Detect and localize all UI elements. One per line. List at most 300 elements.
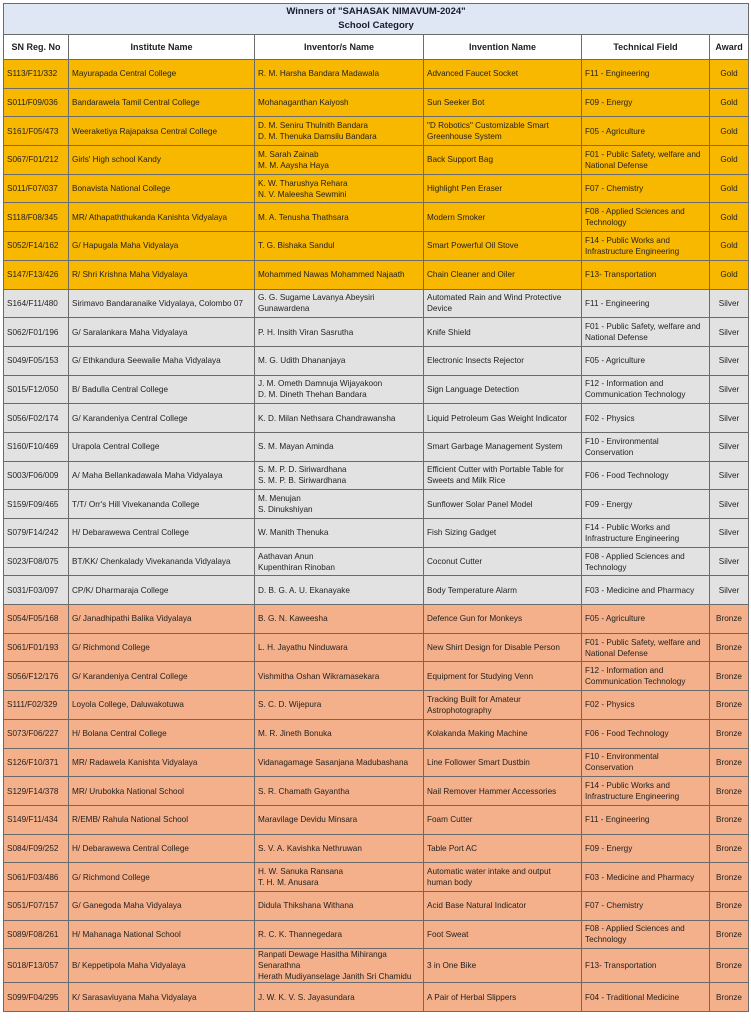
table-row (4, 117, 749, 146)
technical-field: F02 - Physics (585, 413, 635, 423)
table-row (4, 777, 749, 806)
institute-cell: BT/KK/ Chenkalady Vivekananda Vidyalaya (69, 547, 255, 576)
inventors-cell (255, 203, 424, 232)
invention-name: A Pair of Herbal Slippers (427, 992, 517, 1002)
inventor-name: Vishmitha Oshan Wikramasekara (258, 671, 380, 681)
invention-cell (424, 174, 582, 203)
institute-cell: Girls' High school Kandy (69, 146, 255, 175)
table-row (4, 60, 749, 89)
table-row (4, 920, 749, 949)
inventors-cell (255, 289, 424, 318)
table-row (4, 891, 749, 920)
award-cell: Gold (710, 203, 749, 232)
invention-cell (424, 117, 582, 146)
invention-cell (424, 461, 582, 490)
technical-field: Infrastructure Engineering (585, 533, 680, 543)
invention-cell (424, 375, 582, 404)
award-cell: Bronze (710, 949, 749, 983)
invention-name: Smart Powerful Oil Stove (427, 241, 519, 251)
invention-name: Device (427, 304, 453, 314)
technical-field: F01 - Public Safety, welfare and (585, 322, 701, 332)
technical-field-cell (582, 547, 710, 576)
award-cell: Bronze (710, 891, 749, 920)
institute-cell: H/ Bolana Central College (69, 719, 255, 748)
column-header-invention: Invention Name (424, 35, 582, 60)
inventors-cell (255, 461, 424, 490)
reg-no-cell: S011/F07/037 (4, 174, 69, 203)
inventor-name: S. M. P. B. Siriwardhana (258, 476, 347, 486)
technical-field: Technology (585, 562, 627, 572)
table-row (4, 834, 749, 863)
technical-field-cell (582, 60, 710, 89)
invention-name: Efficient Cutter with Portable Table for (427, 465, 564, 475)
inventor-name: G. G. Sugame Lavanya Abeysiri (258, 293, 375, 303)
reg-no-cell: S011/F09/036 (4, 88, 69, 117)
column-header-award: Award (710, 35, 749, 60)
invention-cell (424, 777, 582, 806)
invention-name: 3 in One Bike (427, 961, 477, 971)
inventor-name: Ranpati Dewage Hasitha Mihiranga (258, 950, 387, 960)
institute-cell: G/ Richmond College (69, 633, 255, 662)
table-row (4, 318, 749, 347)
table-body (4, 60, 749, 1012)
technical-field: F01 - Public Safety, welfare and (585, 149, 701, 159)
institute-cell: H/ Mahanaga National School (69, 920, 255, 949)
technical-field: F11 - Engineering (585, 815, 650, 825)
award-cell: Silver (710, 375, 749, 404)
invention-name: Defence Gun for Monkeys (427, 614, 523, 624)
table-row (4, 605, 749, 634)
award-cell: Gold (710, 260, 749, 289)
technical-field: F10 - Environmental (585, 436, 659, 446)
invention-cell (424, 662, 582, 691)
inventor-name: J. M. Ometh Damnuja Wijayakoon (258, 379, 383, 389)
institute-cell: Bonavista National College (69, 174, 255, 203)
technical-field: F08 - Applied Sciences and (585, 551, 685, 561)
reg-no-cell: S051/F07/157 (4, 891, 69, 920)
inventor-name: W. Manith Thenuka (258, 528, 329, 538)
technical-field: F13- Transportation (585, 961, 657, 971)
award-cell: Silver (710, 289, 749, 318)
inventors-cell (255, 346, 424, 375)
reg-no-cell: S129/F14/378 (4, 777, 69, 806)
technical-field-cell (582, 983, 710, 1012)
reg-no-cell: S113/F11/332 (4, 60, 69, 89)
institute-cell: G/ Karandeniya Central College (69, 662, 255, 691)
award-cell: Bronze (710, 605, 749, 634)
inventor-name: S. M. Mayan Aminda (258, 442, 334, 452)
invention-cell (424, 719, 582, 748)
invention-name: Automatic water intake and output (427, 867, 551, 877)
invention-cell (424, 805, 582, 834)
invention-cell (424, 891, 582, 920)
award-cell: Silver (710, 404, 749, 433)
inventor-name: R. M. Harsha Bandara Madawala (258, 69, 380, 79)
winners-document (3, 3, 748, 1012)
inventor-name: D. B. G. A. U. Ekanayake (258, 585, 350, 595)
inventors-cell (255, 318, 424, 347)
institute-cell: T/T/ Orr's Hill Vivekananda College (69, 490, 255, 519)
invention-cell (424, 547, 582, 576)
technical-field: National Defense (585, 333, 648, 343)
inventors-cell (255, 232, 424, 261)
table-row (4, 805, 749, 834)
table-row (4, 232, 749, 261)
inventor-name: Didula Thikshana Withana (258, 901, 354, 911)
invention-name: New Shirt Design for Disable Person (427, 643, 560, 653)
reg-no-cell: S056/F02/174 (4, 404, 69, 433)
inventor-name: T. H. M. Anusara (258, 878, 319, 888)
technical-field: F10 - Environmental (585, 752, 659, 762)
technical-field-cell (582, 576, 710, 605)
invention-cell (424, 432, 582, 461)
technical-field-cell (582, 404, 710, 433)
award-cell: Gold (710, 117, 749, 146)
invention-name: Electronic Insects Rejector (427, 356, 524, 366)
inventors-cell (255, 834, 424, 863)
reg-no-cell: S111/F02/329 (4, 691, 69, 720)
inventors-cell (255, 748, 424, 777)
award-cell: Bronze (710, 777, 749, 806)
invention-name: Astrophotography (427, 705, 492, 715)
invention-name: Kolakanda Making Machine (427, 729, 528, 739)
invention-cell (424, 983, 582, 1012)
institute-cell: G/ Saralankara Maha Vidyalaya (69, 318, 255, 347)
technical-field: F14 - Public Works and (585, 781, 670, 791)
reg-no-cell: S149/F11/434 (4, 805, 69, 834)
table-row (4, 461, 749, 490)
inventor-name: T. G. Bishaka Sandul (258, 241, 335, 251)
technical-field: F04 - Traditional Medicine (585, 992, 680, 1002)
invention-name: human body (427, 878, 473, 888)
technical-field: F14 - Public Works and (585, 522, 670, 532)
table-row (4, 289, 749, 318)
technical-field: Communication Technology (585, 390, 686, 400)
award-cell: Bronze (710, 719, 749, 748)
award-cell: Bronze (710, 834, 749, 863)
invention-name: Sign Language Detection (427, 384, 519, 394)
invention-cell (424, 88, 582, 117)
inventor-name: D. M. Dineth Thehan Bandara (258, 390, 367, 400)
invention-cell (424, 203, 582, 232)
technical-field-cell (582, 318, 710, 347)
award-cell: Bronze (710, 920, 749, 949)
invention-name: Modern Smoker (427, 212, 486, 222)
inventor-name: J. W. K. V. S. Jayasundara (258, 992, 355, 1002)
invention-name: Sunflower Solar Panel Model (427, 499, 533, 509)
technical-field-cell (582, 920, 710, 949)
invention-cell (424, 576, 582, 605)
invention-cell (424, 318, 582, 347)
inventors-cell (255, 490, 424, 519)
technical-field-cell (582, 834, 710, 863)
technical-field: Infrastructure Engineering (585, 792, 680, 802)
inventors-cell (255, 404, 424, 433)
inventor-name: S. M. P. D. Siriwardhana (258, 465, 347, 475)
technical-field-cell (582, 88, 710, 117)
technical-field-cell (582, 346, 710, 375)
invention-name: Smart Garbage Management System (427, 442, 563, 452)
reg-no-cell: S161/F05/473 (4, 117, 69, 146)
inventor-name: S. Dinukshiyan (258, 505, 313, 515)
table-row (4, 547, 749, 576)
inventor-name: M. R. Jineth Bonuka (258, 729, 332, 739)
table-row (4, 949, 749, 983)
table-subtitle: School Category (338, 20, 414, 31)
reg-no-cell: S089/F08/261 (4, 920, 69, 949)
table-row (4, 146, 749, 175)
invention-name: Sun Seeker Bot (427, 98, 485, 108)
technical-field-cell (582, 519, 710, 548)
award-cell: Gold (710, 146, 749, 175)
technical-field-cell (582, 891, 710, 920)
reg-no-cell: S023/F08/075 (4, 547, 69, 576)
technical-field-cell (582, 289, 710, 318)
award-cell: Gold (710, 60, 749, 89)
reg-no-cell: S061/F01/193 (4, 633, 69, 662)
technical-field: F11 - Engineering (585, 69, 650, 79)
technical-field-cell (582, 949, 710, 983)
reg-no-cell: S164/F11/480 (4, 289, 69, 318)
invention-name: Foot Sweat (427, 929, 469, 939)
institute-cell: H/ Debarawewa Central College (69, 519, 255, 548)
award-cell: Silver (710, 576, 749, 605)
inventors-cell (255, 547, 424, 576)
institute-cell: K/ Sarasaviuyana Maha Vidyalaya (69, 983, 255, 1012)
technical-field: F02 - Physics (585, 700, 635, 710)
inventor-name: Aathavan Anun (258, 551, 314, 561)
invention-name: Table Port AC (427, 843, 478, 853)
table-row (4, 375, 749, 404)
technical-field-cell (582, 490, 710, 519)
institute-cell: G/ Richmond College (69, 863, 255, 892)
table-row (4, 983, 749, 1012)
technical-field: F06 - Food Technology (585, 470, 669, 480)
reg-no-cell: S054/F05/168 (4, 605, 69, 634)
reg-no-cell: S061/F03/486 (4, 863, 69, 892)
inventors-cell (255, 117, 424, 146)
invention-cell (424, 404, 582, 433)
invention-cell (424, 863, 582, 892)
technical-field: F03 - Medicine and Pharmacy (585, 585, 695, 595)
inventor-name: Gunawardena (258, 304, 310, 314)
inventor-name: M. A. Tenusha Thathsara (258, 212, 349, 222)
invention-name: Fish Sizing Gadget (427, 528, 497, 538)
invention-cell (424, 605, 582, 634)
table-row (4, 719, 749, 748)
inventor-name: D. M. Thenuka Damsilu Bandara (258, 132, 377, 142)
technical-field-cell (582, 805, 710, 834)
invention-name: Body Temperature Alarm (427, 585, 517, 595)
technical-field: F05 - Agriculture (585, 356, 646, 366)
technical-field: F14 - Public Works and (585, 235, 670, 245)
technical-field: Technology (585, 218, 627, 228)
technical-field: Communication Technology (585, 677, 686, 687)
reg-no-cell: S084/F09/252 (4, 834, 69, 863)
technical-field-cell (582, 461, 710, 490)
inventor-name: M. M. Aaysha Haya (258, 160, 329, 170)
technical-field: National Defense (585, 160, 648, 170)
table-row (4, 633, 749, 662)
institute-cell: Weeraketiya Rajapaksa Central College (69, 117, 255, 146)
institute-cell: Urapola Central College (69, 432, 255, 461)
inventors-cell (255, 88, 424, 117)
reg-no-cell: S067/F01/212 (4, 146, 69, 175)
table-title: Winners of "SAHASAK NIMAVUM-2024" (286, 6, 466, 17)
inventor-name: B. G. N. Kaweesha (258, 614, 328, 624)
inventors-cell (255, 891, 424, 920)
table-row (4, 662, 749, 691)
winners-table (3, 3, 749, 1012)
invention-name: Nail Remover Hammer Accessories (427, 786, 557, 796)
inventor-name: L. H. Jayathu Ninduwara (258, 643, 348, 653)
invention-name: Line Follower Smart Dustbin (427, 757, 530, 767)
technical-field-cell (582, 260, 710, 289)
institute-cell: B/ Badulla Central College (69, 375, 255, 404)
inventor-name: Mohanaganthan Kaiyosh (258, 98, 349, 108)
inventors-cell (255, 983, 424, 1012)
inventor-name: K. D. Milan Nethsara Chandrawansha (258, 413, 396, 423)
invention-name: Coconut Cutter (427, 557, 483, 567)
invention-name: Foam Cutter (427, 815, 473, 825)
technical-field: F07 - Chemistry (585, 184, 644, 194)
table-row (4, 260, 749, 289)
inventor-name: Mohammed Nawas Mohammed Najaath (258, 270, 405, 280)
award-cell: Bronze (710, 662, 749, 691)
technical-field: Conservation (585, 763, 634, 773)
table-row (4, 88, 749, 117)
award-cell: Gold (710, 232, 749, 261)
award-cell: Silver (710, 490, 749, 519)
inventor-name: S. R. Chamath Gayantha (258, 786, 350, 796)
technical-field-cell (582, 232, 710, 261)
award-cell: Bronze (710, 983, 749, 1012)
reg-no-cell: S079/F14/242 (4, 519, 69, 548)
inventors-cell (255, 691, 424, 720)
award-cell: Silver (710, 461, 749, 490)
award-cell: Silver (710, 346, 749, 375)
technical-field-cell (582, 605, 710, 634)
invention-name: "D Robotics" Customizable Smart (427, 121, 549, 131)
technical-field-cell (582, 174, 710, 203)
invention-cell (424, 834, 582, 863)
reg-no-cell: S118/F08/345 (4, 203, 69, 232)
reg-no-cell: S099/F04/295 (4, 983, 69, 1012)
invention-cell (424, 691, 582, 720)
technical-field: Infrastructure Engineering (585, 246, 680, 256)
invention-cell (424, 490, 582, 519)
invention-cell (424, 519, 582, 548)
invention-name: Tracking Built for Amateur (427, 694, 521, 704)
inventor-name: H. W. Sanuka Ransana (258, 867, 344, 877)
invention-cell (424, 346, 582, 375)
reg-no-cell: S160/F10/469 (4, 432, 69, 461)
invention-cell (424, 260, 582, 289)
reg-no-cell: S159/F09/465 (4, 490, 69, 519)
institute-cell: G/ Karandeniya Central College (69, 404, 255, 433)
reg-no-cell: S073/F06/227 (4, 719, 69, 748)
institute-cell: R/EMB/ Rahula National School (69, 805, 255, 834)
reg-no-cell: S015/F12/050 (4, 375, 69, 404)
table-row (4, 404, 749, 433)
award-cell: Gold (710, 174, 749, 203)
invention-cell (424, 633, 582, 662)
technical-field-cell (582, 719, 710, 748)
institute-cell: Sirimavo Bandaranaike Vidyalaya, Colombo 07 (69, 289, 255, 318)
award-cell: Silver (710, 318, 749, 347)
inventors-cell (255, 519, 424, 548)
technical-field: National Defense (585, 648, 648, 658)
institute-cell: Loyola College, Daluwakotuwa (69, 691, 255, 720)
table-title-cell (4, 4, 749, 35)
institute-cell: G/ Ethkandura Seewalie Maha Vidyalaya (69, 346, 255, 375)
invention-name: Advanced Faucet Socket (427, 69, 519, 79)
technical-field: F08 - Applied Sciences and (585, 924, 685, 934)
institute-cell: CP/K/ Dharmaraja College (69, 576, 255, 605)
award-cell: Bronze (710, 863, 749, 892)
reg-no-cell: S062/F01/196 (4, 318, 69, 347)
inventors-cell (255, 146, 424, 175)
inventors-cell (255, 719, 424, 748)
technical-field: Technology (585, 935, 627, 945)
institute-cell: MR/ Athapaththukanda Kanishta Vidyalaya (69, 203, 255, 232)
award-cell: Bronze (710, 633, 749, 662)
inventors-cell (255, 576, 424, 605)
invention-cell (424, 232, 582, 261)
technical-field-cell (582, 748, 710, 777)
invention-cell (424, 920, 582, 949)
invention-name: Equipment for Studying Venn (427, 671, 534, 681)
reg-no-cell: S018/F13/057 (4, 949, 69, 983)
inventors-cell (255, 260, 424, 289)
award-cell: Bronze (710, 805, 749, 834)
technical-field: F05 - Agriculture (585, 614, 646, 624)
table-row (4, 203, 749, 232)
inventor-name: R. C. K. Thannegedara (258, 929, 343, 939)
institute-cell: B/ Keppetipola Maha Vidyalaya (69, 949, 255, 983)
technical-field: F08 - Applied Sciences and (585, 207, 685, 217)
invention-name: Sweets and Milk Rice (427, 476, 506, 486)
award-cell: Silver (710, 547, 749, 576)
technical-field: F06 - Food Technology (585, 729, 669, 739)
inventors-cell (255, 605, 424, 634)
invention-name: Liquid Petroleum Gas Weight Indicator (427, 413, 568, 423)
technical-field: F13- Transportation (585, 270, 657, 280)
table-row (4, 691, 749, 720)
column-header-reg-no: SN Reg. No (4, 35, 69, 60)
inventors-cell (255, 777, 424, 806)
invention-name: Highlight Pen Eraser (427, 184, 503, 194)
inventors-cell (255, 375, 424, 404)
invention-name: Knife Shield (427, 327, 471, 337)
inventor-name: Herath Mudiyanselage Janith Sri Chamidu (258, 972, 412, 982)
inventors-cell (255, 920, 424, 949)
technical-field-cell (582, 375, 710, 404)
invention-name: Automated Rain and Wind Protective (427, 293, 562, 303)
technical-field: F12 - Information and (585, 379, 664, 389)
invention-name: Back Support Bag (427, 155, 493, 165)
inventor-name: P. H. Insith Viran Sasrutha (258, 327, 354, 337)
inventor-name: Senarathna (258, 961, 301, 971)
column-header-institute: Institute Name (69, 35, 255, 60)
invention-cell (424, 146, 582, 175)
invention-cell (424, 289, 582, 318)
award-cell: Gold (710, 88, 749, 117)
invention-name: Greenhouse System (427, 132, 502, 142)
inventor-name: Kupenthiran Rinoban (258, 562, 335, 572)
inventors-cell (255, 60, 424, 89)
invention-name: Chain Cleaner and Oiler (427, 270, 515, 280)
